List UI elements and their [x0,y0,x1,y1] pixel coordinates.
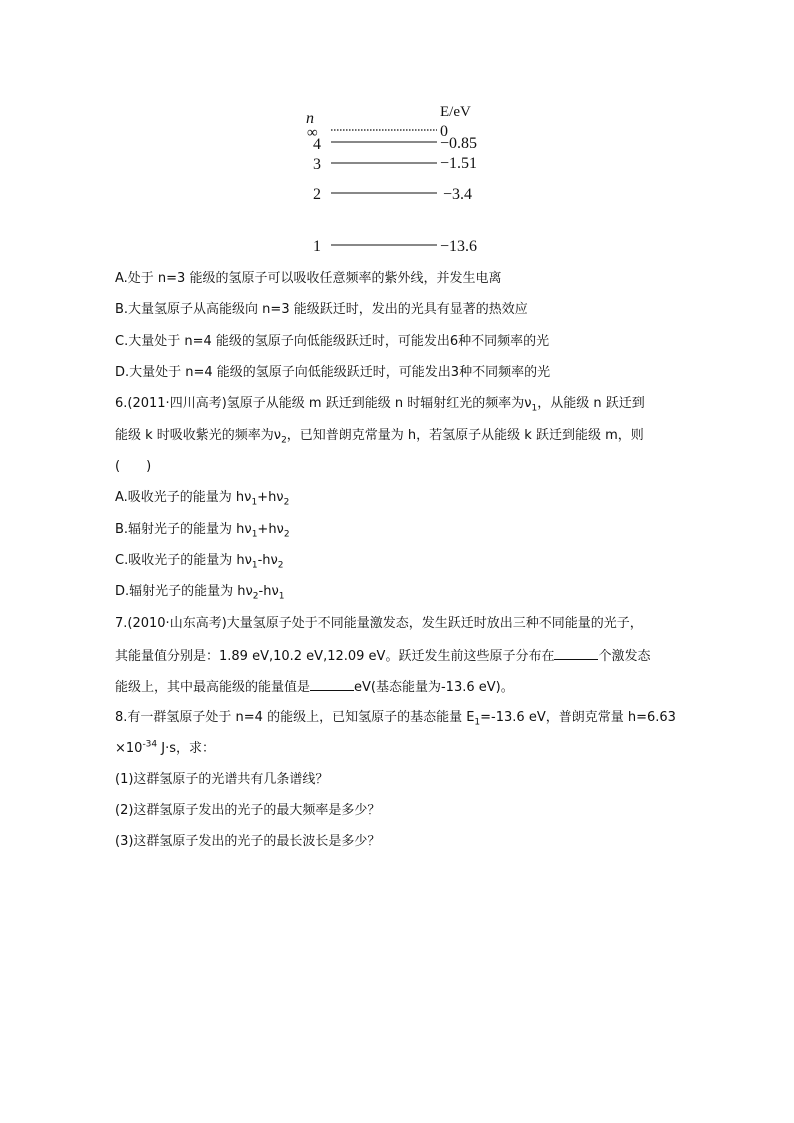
q8-subquestion-2: (2)这群氢原子发出的光子的最大频率是多少？ [115,803,381,818]
q6-option-a: A.吸收光子的能量为 $h\nu_1+h\nu_2$ [115,490,290,508]
q8-subquestion-1: (1)这群氢原子的光谱共有几条谱线？ [115,772,329,787]
level-energy-3: −1.51 [440,155,478,172]
level-n-1: 1 [313,238,321,255]
energy-level-diagram [0,0,794,270]
level-energy-1: −13.6 [440,238,478,255]
q5-option-a: A.处于 n=3 能级的氢原子可以吸收任意频率的紫外线，并发生电离 [115,271,502,286]
q8-stem-line2: $\times 10^{-34}$ J·s，求： [115,739,216,756]
q7-answer-blank-1[interactable] [554,647,598,660]
q7-stem-line1: 7.(2010·山东高考)大量氢原子处于不同能量激发态，发生跃迁时放出三种不同能量的光子， [115,616,643,631]
q7-stem-line3: 能级上，其中最高能级的能量值是 eV(基态能量为-13.6 eV)。 [115,680,514,695]
level-energy-2: −3.4 [443,186,473,203]
q6-option-c: C.吸收光子的能量为 $h\nu_1-h\nu_2$ [115,553,284,571]
q6-option-d: D.辐射光子的能量为 $h\nu_2-h\nu_1$ [115,584,285,602]
level-n-4: 4 [313,136,321,153]
q6-answer-bracket: ( ) [115,459,152,474]
energy-axis-label: E/eV [440,104,471,120]
q5-option-d: D.大量处于 n=4 能级的氢原子向低能级跃迁时，可能发出3种不同频率的光 [115,365,551,380]
level-n-infinity: ∞ [307,125,318,141]
q7-stem-line2: 其能量值分别是：1.89 eV,10.2 eV,12.09 eV。跃迁发生前这些原子分布在 个激发态 [115,649,651,664]
q5-option-c: C.大量处于 n=4 能级的氢原子向低能级跃迁时，可能发出6种不同频率的光 [115,334,550,349]
q8-subquestion-3: (3)这群氢原子发出的光子的最长波长是多少？ [115,834,381,849]
q5-option-b: B.大量氢原子从高能级向 n=3 能级跃迁时，发出的光具有显著的热效应 [115,302,528,317]
n-axis-label: n [306,110,314,127]
q7-answer-blank-2[interactable] [310,678,354,691]
q8-stem-line1: 8.有一群氢原子处于 n=4 的能级上，已知氢原子的基态能量 $E_1=-13.6$ eV，普朗克常量 h=6.63 [115,710,676,728]
level-n-2: 2 [313,186,321,203]
level-n-3: 3 [313,156,321,173]
level-energy-4: −0.85 [440,135,478,152]
q6-option-b: B.辐射光子的能量为 $h\nu_1+h\nu_2$ [115,522,290,540]
q6-stem-line2: 能级 k 时吸收紫光的频率为$\nu_2$，已知普朗克常量为 h，若氢原子从能级 k 跃迁到能级 m，则 [115,428,644,446]
q6-stem-line1: 6.(2011·四川高考)氢原子从能级 m 跃迁到能级 n 时辐射红光的频率为$\nu_1$，从能级 n 跃迁到 [115,396,645,414]
level-energy-infinity: 0 [440,123,448,140]
